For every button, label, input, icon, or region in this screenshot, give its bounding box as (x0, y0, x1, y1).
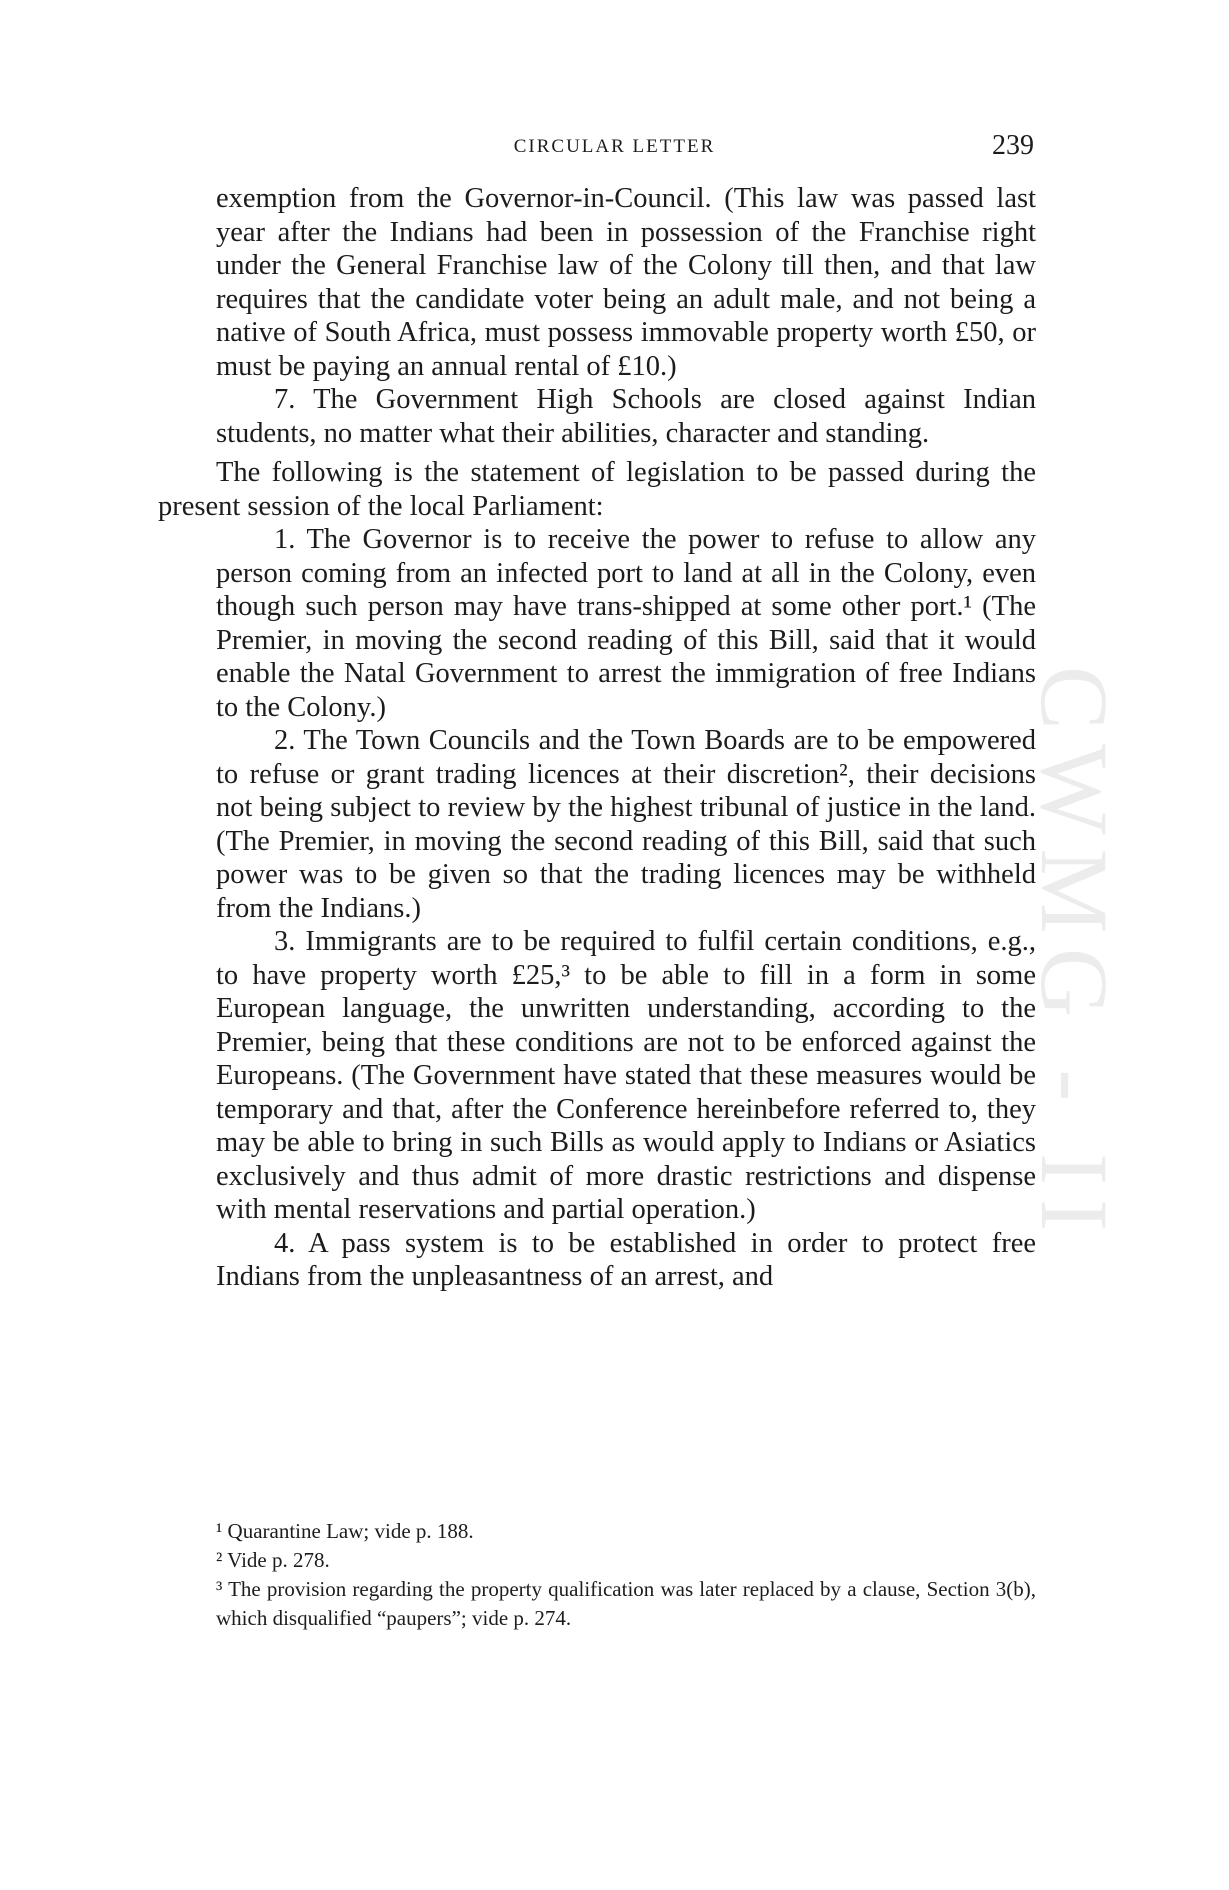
watermark-text: CWMG - II (1021, 665, 1129, 1245)
body-text (158, 182, 1036, 1294)
paragraph-item-7: 7. The Government High Schools are closed against Indian students, no matter what their abilities, character and standing. (216, 384, 1036, 449)
paragraph-item-1: 1. The Governor is to receive the power to refuse to allow any person coming from an infected port to land at all in the Colony, even though such person may have trans-shipped at some other port.¹ (The Premier, in moving the second reading of this Bill, said that it would enable the Natal Government to arrest the immigration of free Indians to the Colony.) (216, 524, 1036, 723)
footnotes (216, 1517, 1036, 1633)
running-header: CIRCULAR LETTER (513, 136, 716, 157)
footnote-2: ² Vide p. 278. (216, 1548, 330, 1572)
footnote-1: ¹ Quarantine Law; vide p. 188. (216, 1519, 474, 1543)
paragraph-item-3: 3. Immigrants are to be required to fulfil certain conditions, e.g., to have property worth £25,³ to be able to fill in a form in some European language, the unwritten understanding, according to the Premier, being that these conditions are not to be enforced against the Europeans. (The Government have stated that these measures would be temporary and that, after the Conference hereinbefore referred to, they may be able to bring in such Bills as would apply to Indians or Asiatics exclusively and thus admit of more drastic restrictions and dispense with mental reservations and partial operation.) (216, 926, 1036, 1225)
page-number: 239 (992, 130, 1034, 161)
paragraph-continuation: exemption from the Governor-in-Council. (This law was passed last year after the Indians had been in possession of the Franchise right under the General Franchise law of the Colony till then, and that law requires that the candidate voter being an adult male, and not being a native of South Africa, must possess immovable property worth £50, or must be paying an annual rental of £10.) (216, 183, 1036, 382)
paragraph-item-2: 2. The Town Councils and the Town Boards are to be empowered to refuse or grant trading licences at their discretion², their decisions not being subject to review by the highest tribunal of justice in the land. (The Premier, in moving the second reading of this Bill, said that such power was to be given so that the trading licences may be withheld from the Indians.) (216, 725, 1036, 924)
footnote-3: ³ The provision regarding the property qualification was later replaced by a clause, Section 3(b), which disqualified “paupers”; vide p. 274. (216, 1577, 1036, 1630)
paragraph-item-4: 4. A pass system is to be established in order to protect free Indians from the unpleasantness of an arrest, and (216, 1227, 1036, 1292)
watermark (1021, 575, 1129, 1335)
paragraph-intro: The following is the statement of legislation to be passed during the present session of the local Parliament: (158, 457, 1036, 522)
